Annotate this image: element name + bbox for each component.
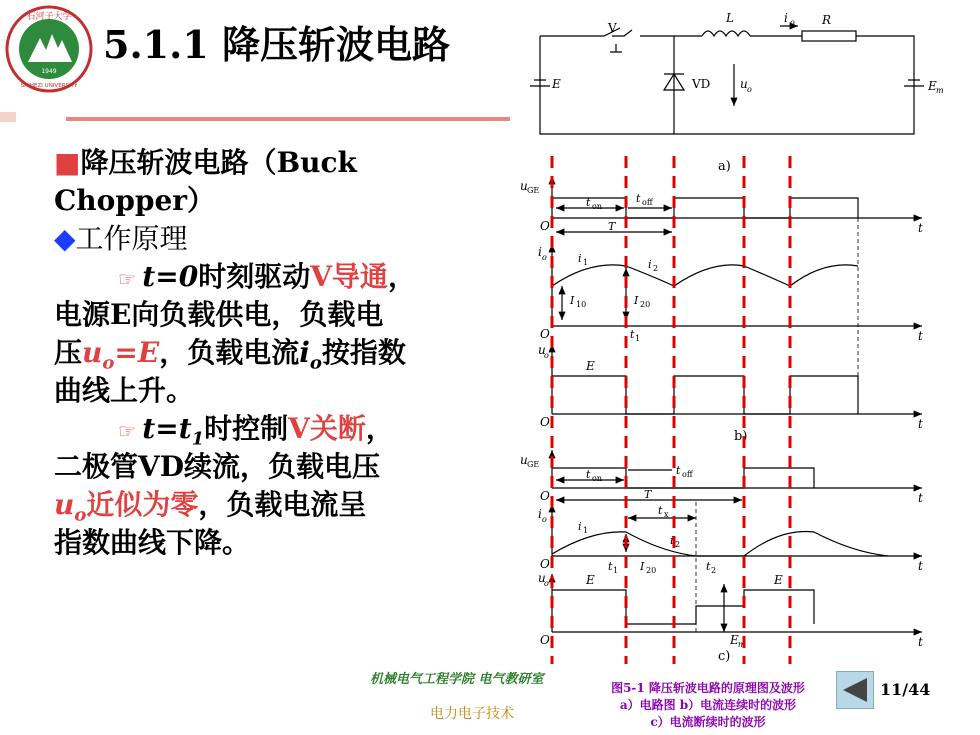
p2-l3-u: u bbox=[54, 488, 75, 521]
label-uGE-b-sub: GE bbox=[527, 186, 540, 195]
label-I10: I bbox=[570, 294, 575, 307]
previous-page-button[interactable] bbox=[836, 671, 874, 709]
triangle-left-icon bbox=[837, 672, 873, 708]
label-tx: t bbox=[658, 504, 663, 517]
label-E-c1: E bbox=[586, 573, 595, 587]
circuit-diagram bbox=[530, 26, 924, 134]
label-t-c1: t bbox=[918, 491, 923, 505]
label-V: V bbox=[608, 21, 617, 35]
logo-name-top: 石河子大学 bbox=[26, 12, 72, 22]
label-I10-sub: 10 bbox=[576, 300, 587, 309]
heading-line-1 bbox=[54, 144, 454, 182]
figure-caption bbox=[578, 680, 838, 731]
decorative-strip bbox=[0, 112, 16, 122]
p2-l3-sub: o bbox=[74, 504, 87, 526]
label-i1-b: i bbox=[578, 252, 582, 265]
para2-line3 bbox=[54, 486, 454, 524]
label-tx-sub: x bbox=[664, 510, 669, 519]
p1-l3-b: ，负载电流 bbox=[159, 336, 300, 369]
buck-chopper-figure bbox=[512, 4, 972, 664]
diamond-bullet-icon: ◆ bbox=[54, 222, 76, 255]
label-uGE-b: u bbox=[520, 179, 528, 193]
caption-line-2: a）电路图 b）电流连续时的波形 bbox=[619, 698, 797, 712]
para1-line1 bbox=[54, 258, 454, 296]
label-toff-c: t bbox=[676, 464, 681, 477]
label-t-b1: t bbox=[918, 221, 923, 235]
heading-line-2 bbox=[54, 182, 454, 220]
label-I20-b: I bbox=[634, 294, 639, 307]
waveforms-c bbox=[552, 450, 922, 632]
label-toff-b-sub: off bbox=[642, 198, 653, 207]
bullet-text: 工作原理 bbox=[75, 222, 188, 255]
p2-t: t=t bbox=[142, 412, 192, 445]
label-toff-c-sub: off bbox=[682, 470, 693, 479]
p2-end: ， bbox=[365, 412, 394, 445]
label-E-circuit: E bbox=[552, 77, 561, 91]
p1-l3-eq: =E bbox=[114, 336, 160, 369]
label-Em-circuit-sub: m bbox=[936, 86, 944, 95]
body-text bbox=[54, 144, 454, 562]
label-a: a) bbox=[718, 159, 731, 174]
p1-end: ， bbox=[387, 260, 416, 293]
pointing-hand-icon: ☞ bbox=[118, 267, 143, 291]
label-O-b1: O bbox=[540, 219, 550, 233]
label-toff-b: t bbox=[636, 192, 641, 205]
label-io-b: i bbox=[538, 245, 542, 259]
label-ton-c-sub: on bbox=[592, 474, 602, 483]
label-O-c1: O bbox=[540, 489, 550, 503]
label-i2-b: i bbox=[648, 258, 652, 271]
p2-red: V关断 bbox=[288, 412, 366, 445]
p1-red: V导通 bbox=[310, 260, 388, 293]
waveforms-b bbox=[552, 176, 922, 414]
label-uo: u bbox=[740, 77, 748, 91]
p1-t: t=0 bbox=[142, 260, 199, 293]
label-uGE-c-sub: GE bbox=[527, 460, 540, 469]
label-t-b2: t bbox=[918, 329, 923, 343]
heading-a: 降压斩波电路（Buck bbox=[80, 146, 357, 179]
footer-school: 机械电气工程学院 电气教研室 bbox=[370, 672, 544, 687]
label-uo-b: u bbox=[538, 343, 546, 357]
p1-l3-i: i bbox=[299, 336, 310, 369]
pointing-hand-icon-2: ☞ bbox=[118, 419, 143, 443]
heading-b: Chopper） bbox=[54, 184, 216, 217]
page-number: 11/44 bbox=[880, 680, 931, 699]
p1-l3-u: u bbox=[82, 336, 103, 369]
title-divider bbox=[66, 117, 510, 121]
label-io-sub: o bbox=[790, 18, 795, 27]
p1-l3-a: 压 bbox=[54, 336, 83, 369]
label-O-b2: O bbox=[540, 327, 550, 341]
label-i1-b-sub: 1 bbox=[583, 258, 589, 267]
p2-l3-b: ，负载电流呈 bbox=[198, 488, 367, 521]
label-VD: VD bbox=[692, 77, 711, 91]
label-i2-c-sub: 2 bbox=[675, 540, 681, 549]
label-t-c2: t bbox=[918, 559, 923, 573]
label-ton-b-sub: on bbox=[592, 202, 602, 211]
para2-line4: 指数曲线下降。 bbox=[54, 526, 251, 559]
label-i2-c: i bbox=[670, 534, 674, 547]
label-t2: t bbox=[706, 560, 711, 573]
label-t2-sub: 2 bbox=[711, 566, 717, 575]
para1-line3 bbox=[54, 334, 454, 372]
label-t1-c: t bbox=[608, 560, 613, 573]
label-io-c-sub: o bbox=[542, 515, 547, 524]
label-I20-c: I bbox=[640, 560, 645, 573]
label-O-b3: O bbox=[540, 415, 550, 429]
label-E-b: E bbox=[586, 359, 595, 373]
label-uo-b-sub: o bbox=[544, 351, 549, 360]
para2-line2: 二极管VD续流，负载电压 bbox=[54, 450, 381, 483]
label-Em-c-sub: m bbox=[738, 640, 746, 649]
label-io: i bbox=[784, 11, 788, 25]
para1-line4: 曲线上升。 bbox=[54, 374, 195, 407]
p2-mid: 时控制 bbox=[204, 412, 289, 445]
label-t1-b-sub: 1 bbox=[635, 334, 641, 343]
label-t-b3: t bbox=[918, 417, 923, 431]
label-L: L bbox=[726, 11, 734, 25]
para2-line1 bbox=[54, 410, 454, 448]
para1-line2: 电源E向负载供电，负载电 bbox=[54, 298, 384, 331]
p2-sub: 1 bbox=[191, 428, 205, 450]
p1-l3-isub: o bbox=[309, 352, 322, 374]
label-c: c) bbox=[718, 649, 731, 664]
label-Em-circuit: E bbox=[928, 79, 937, 93]
university-seal-icon bbox=[4, 4, 94, 94]
label-uGE-c: u bbox=[520, 453, 528, 467]
page-title: 5.1.1 降压斩波电路 bbox=[103, 22, 451, 67]
label-I20-b-sub: 20 bbox=[640, 300, 651, 309]
logo-year: 1949 bbox=[41, 68, 57, 75]
label-ton-c: t bbox=[586, 468, 591, 481]
label-i1-c: i bbox=[578, 520, 582, 533]
label-Em-c: E bbox=[730, 633, 739, 647]
p2-l3-red: 近似为零 bbox=[86, 488, 199, 521]
label-t-c3: t bbox=[918, 635, 923, 649]
p1-l3-sub: o bbox=[102, 352, 115, 374]
label-io-c: i bbox=[538, 507, 542, 521]
label-uo-c: u bbox=[538, 571, 546, 585]
label-T-c: T bbox=[644, 488, 652, 501]
label-i2-b-sub: 2 bbox=[653, 264, 659, 273]
p1-mid: 时刻驱动 bbox=[198, 260, 311, 293]
label-b: b) bbox=[734, 429, 748, 444]
logo-name-bottom: SHIHEZI UNIVERSITY bbox=[20, 83, 78, 89]
label-O-c3: O bbox=[540, 633, 550, 647]
label-uo-c-sub: o bbox=[544, 579, 549, 588]
label-O-c2: O bbox=[540, 557, 550, 571]
label-io-b-sub: o bbox=[542, 253, 547, 262]
label-R: R bbox=[822, 13, 832, 27]
caption-line-1: 图5-1 降压斩波电路的原理图及波形 bbox=[611, 681, 805, 695]
label-i1-c-sub: 1 bbox=[583, 526, 589, 535]
label-T-b: T bbox=[608, 220, 616, 233]
bullet-line bbox=[54, 220, 454, 258]
square-bullet-icon: ■ bbox=[54, 146, 81, 179]
label-ton-b: t bbox=[586, 196, 591, 209]
label-I20-c-sub: 20 bbox=[646, 566, 657, 575]
label-E-c2: E bbox=[774, 573, 783, 587]
label-t1-b: t bbox=[630, 328, 635, 341]
footer-course: 电力电子技术 bbox=[430, 706, 514, 722]
caption-line-3: c）电流断续时的波形 bbox=[650, 715, 766, 729]
label-t1-c-sub: 1 bbox=[613, 566, 619, 575]
p1-l3-c: 按指数 bbox=[321, 336, 406, 369]
label-uo-sub: o bbox=[747, 85, 752, 94]
